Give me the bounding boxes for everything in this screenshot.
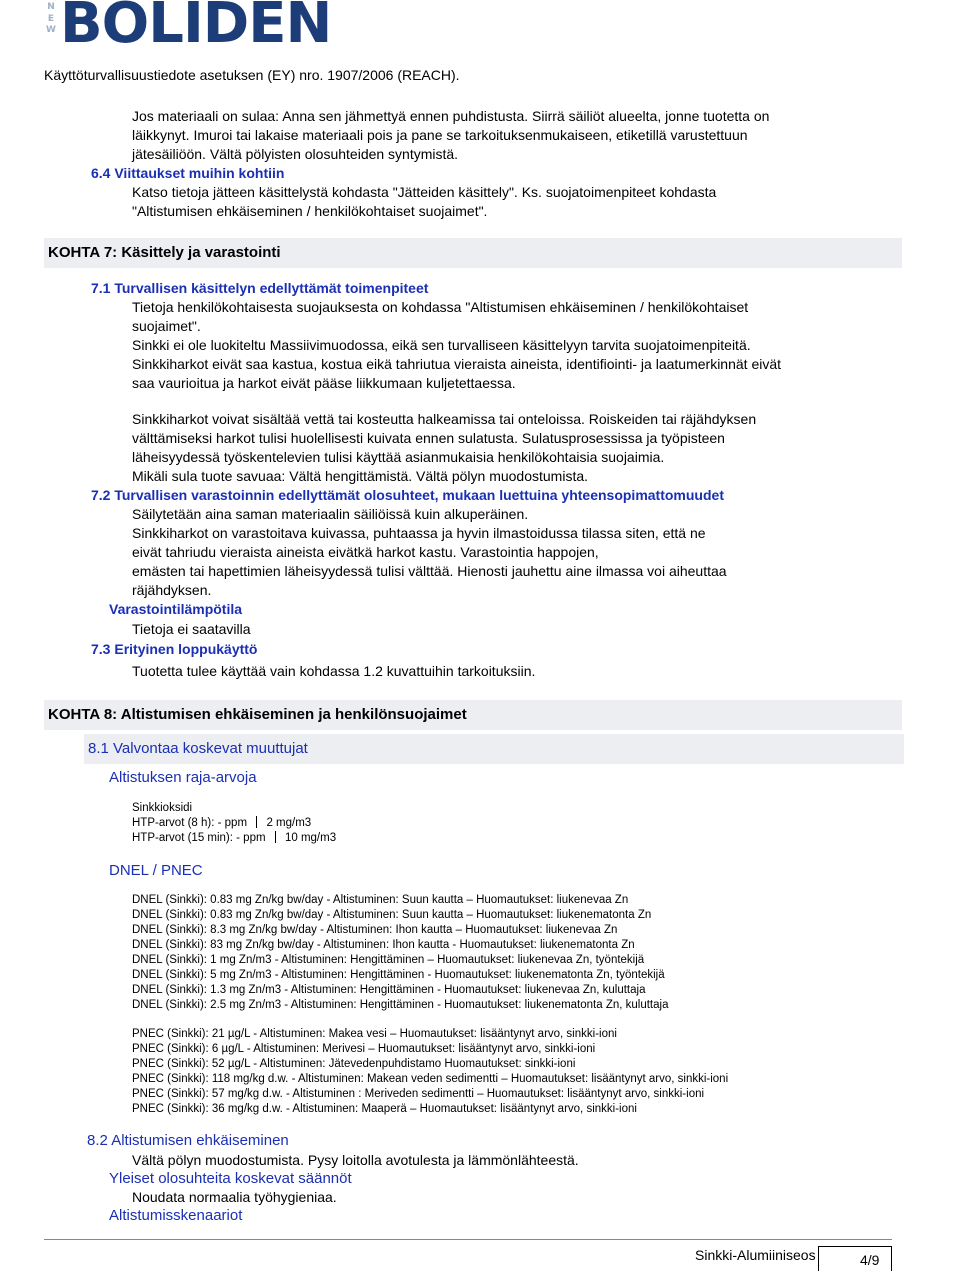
footer-divider bbox=[44, 1239, 892, 1240]
htp-row-1 bbox=[132, 816, 311, 831]
s7-2-line-5: räjähdyksen. bbox=[132, 582, 212, 598]
s6-4-line-2: "Altistumisen ehkäiseminen / henkilökohtaiset suojaimet". bbox=[132, 203, 488, 219]
heading-7-1: 7.1 Turvallisen käsittelyn edellyttämät toimenpiteet bbox=[91, 280, 429, 296]
footer-product-name: Sinkki-Alumiiniseos bbox=[695, 1247, 816, 1263]
storage-temp-label: Varastointilämpötila bbox=[109, 601, 243, 617]
pnec-row: PNEC (Sinkki): 6 µg/L - Altistuminen: Merivesi – Huomautukset: lisääntynyt arvo, sinkki-ioni bbox=[132, 1043, 596, 1055]
storage-temp-value: Tietoja ei saatavilla bbox=[132, 621, 251, 637]
htp-row-2 bbox=[132, 831, 336, 846]
s7-2-line-4: emästen tai hapettimien läheisyydessä tulisi välttää. Hienosti jauhettu aine ilmassa voi aiheuttaa bbox=[132, 563, 727, 579]
s6-text-line-2: läikkynyt. Imuroi tai lakaise materiaali pois ja pane se tarkoituksenmukaiseen, etiketillä varustettuun bbox=[132, 127, 748, 143]
htp-label: HTP-arvot (15 min): - ppm bbox=[132, 832, 266, 844]
section-8-title: KOHTA 8: Altistumisen ehkäiseminen ja henkilönsuojaimet bbox=[48, 706, 467, 723]
htp-label: HTP-arvot (8 h): - ppm bbox=[132, 817, 248, 829]
s6-text-line-3: jätesäiliöön. Vältä pölyisten olosuhteiden syntymistä. bbox=[132, 146, 459, 162]
pnec-row: PNEC (Sinkki): 118 mg/kg d.w. - Altistuminen: Makean veden sedimentti – Huomautukset: lisääntynyt arvo, sinkki-ioni bbox=[132, 1073, 729, 1085]
pnec-row: PNEC (Sinkki): 57 mg/kg d.w. - Altistuminen : Meriveden sedimentti – Huomautukset: lisääntynyt arvo, sinkki-ioni bbox=[132, 1088, 705, 1100]
s6-text-line-1: Jos materiaali on sulaa: Anna sen jähmettyä ennen puhdistusta. Siirrä säiliöt alueelta, jonne tuotetta on bbox=[132, 108, 770, 124]
dnel-row: DNEL (Sinkki): 1 mg Zn/m3 - Altistuminen: Hengittäminen – Huomautukset: liukenevaa Zn, työntekijä bbox=[132, 954, 645, 966]
logo-new-label: N E W bbox=[46, 2, 56, 35]
s7-1b-line-1: Sinkkiharkot voivat sisältää vettä tai kosteutta halkeamissa tai onteloissa. Roiskeiden tai räjähdyksen bbox=[132, 411, 757, 427]
dnel-row: DNEL (Sinkki): 8.3 mg Zn/kg bw/day - Altistuminen: Ihon kautta – Huomautukset: liukenevaa Zn bbox=[132, 924, 618, 936]
s7-1-line-5: saa vaurioitua ja harkot eivät pääse liikkumaan kuljetettaessa. bbox=[132, 375, 516, 391]
s7-2-line-2: Sinkkiharkot on varastoitava kuivassa, puhtaassa ja hyvin ilmastoidussa tilassa siten, että ne bbox=[132, 525, 706, 541]
section-7-title: KOHTA 7: Käsittely ja varastointi bbox=[48, 244, 281, 261]
s7-3-text: Tuotetta tulee käyttää vain kohdassa 1.2 kuvattuihin tarkoituksiin. bbox=[132, 663, 536, 679]
dnel-row: DNEL (Sinkki): 83 mg Zn/kg bw/day - Altistuminen: Ihon kautta - Huomautukset: liukenematonta Zn bbox=[132, 939, 635, 951]
s7-1-line-1: Tietoja henkilökohtaisesta suojauksesta on kohdassa "Altistumisen ehkäiseminen / henkilökohtaiset bbox=[132, 299, 749, 315]
dnel-row: DNEL (Sinkki): 1.3 mg Zn/m3 - Altistuminen: Hengittäminen - Huomautukset: liukenevaa Zn, kuluttaja bbox=[132, 984, 646, 996]
s7-1-line-3: Sinkki ei ole luokiteltu Massiivimuodossa, eikä sen turvalliseen käsittelyyn tarvita suojatoimenpiteitä. bbox=[132, 337, 751, 353]
heading-6-4: 6.4 Viittaukset muihin kohtiin bbox=[91, 165, 285, 181]
dnel-row: DNEL (Sinkki): 5 mg Zn/m3 - Altistuminen: Hengittäminen - Huomautukset: liukenematonta Zn, työntekijä bbox=[132, 969, 665, 981]
substance-name: Sinkkioksidi bbox=[132, 802, 193, 814]
heading-7-3: 7.3 Erityinen loppukäyttö bbox=[91, 641, 258, 657]
scenarios-title: Altistumisskenaariot bbox=[109, 1207, 243, 1224]
regulation-line: Käyttöturvallisuustiedote asetuksen (EY) nro. 1907/2006 (REACH). bbox=[44, 67, 460, 83]
s7-1b-line-3: läheisyydessä työskentelevien tulisi käyttää asianmukaisia henkilökohtaisia suojaimia. bbox=[132, 449, 665, 465]
dnel-row: DNEL (Sinkki): 2.5 mg Zn/m3 - Altistuminen: Hengittäminen - Huomautukset: liukenematonta Zn, kuluttaja bbox=[132, 999, 669, 1011]
page-number: 4/9 bbox=[860, 1252, 880, 1268]
s7-2-line-1: Säilytetään aina saman materiaalin säiliöissä kuin alkuperäinen. bbox=[132, 506, 529, 522]
general-rules-title: Yleiset olosuhteita koskevat säännöt bbox=[109, 1170, 352, 1187]
heading-8-1-bar bbox=[84, 734, 904, 764]
section-8-header bbox=[44, 700, 902, 730]
s6-4-line-1: Katso tietoja jätteen käsittelystä kohdasta "Jätteiden käsittely". Ks. suojatoimenpiteet kohdasta bbox=[132, 184, 717, 200]
section-7-header bbox=[44, 238, 902, 268]
heading-8-1: 8.1 Valvontaa koskevat muuttujat bbox=[88, 740, 308, 757]
dnel-row: DNEL (Sinkki): 0.83 mg Zn/kg bw/day - Altistuminen: Suun kautta – Huomautukset: liukenematonta Zn bbox=[132, 909, 652, 921]
htp-value: 10 mg/m3 bbox=[284, 832, 337, 844]
boliden-logo bbox=[44, 0, 332, 56]
limits-title: Altistuksen raja-arvoja bbox=[109, 769, 257, 786]
s7-1b-line-2: välttämiseksi harkot tulisi huolellisesti kuivata ennen sulatusta. Sulatusprosessissa ja työpisteen bbox=[132, 430, 725, 446]
pnec-row: PNEC (Sinkki): 52 µg/L - Altistuminen: Jätevedenpuhdistamo Huomautukset: sinkki-ioni bbox=[132, 1058, 576, 1070]
heading-8-2: 8.2 Altistumisen ehkäiseminen bbox=[87, 1132, 289, 1149]
heading-7-2: 7.2 Turvallisen varastoinnin edellyttämät olosuhteet, mukaan luettuina yhteensopimattomuudet bbox=[91, 487, 724, 503]
general-rules-text: Noudata normaalia työhygieniaa. bbox=[132, 1189, 337, 1205]
pnec-row: PNEC (Sinkki): 36 mg/kg d.w. - Altistuminen: Maaperä – Huomautukset: lisääntynyt arvo, sinkki-ioni bbox=[132, 1103, 637, 1115]
dnel-row: DNEL (Sinkki): 0.83 mg Zn/kg bw/day - Altistuminen: Suun kautta – Huomautukset: liukenevaa Zn bbox=[132, 894, 629, 906]
logo-wordmark: BOLIDEN bbox=[60, 0, 332, 56]
page-number-box bbox=[818, 1246, 892, 1271]
s7-1-line-2: suojaimet". bbox=[132, 318, 201, 334]
htp-value: 2 mg/m3 bbox=[266, 817, 312, 829]
pnec-row: PNEC (Sinkki): 21 µg/L - Altistuminen: Makea vesi – Huomautukset: lisääntynyt arvo, sinkki-ioni bbox=[132, 1028, 617, 1040]
s7-1b-line-4: Mikäli sula tuote savuaa: Vältä hengittämistä. Vältä pölyn muodostumista. bbox=[132, 468, 589, 484]
s8-2-text: Vältä pölyn muodostumista. Pysy loitolla avotulesta ja lämmönlähteestä. bbox=[132, 1152, 579, 1168]
dnel-pnec-title: DNEL / PNEC bbox=[109, 862, 203, 879]
s7-2-line-3: eivät tahriudu vieraista aineista eivätkä harkot kastu. Varastointia happojen, bbox=[132, 544, 599, 560]
s7-1-line-4: Sinkkiharkot eivät saa kastua, kostua eikä tahriutua vieraista aineista, identifiointi- ja laatumerkinnät eivät bbox=[132, 356, 782, 372]
